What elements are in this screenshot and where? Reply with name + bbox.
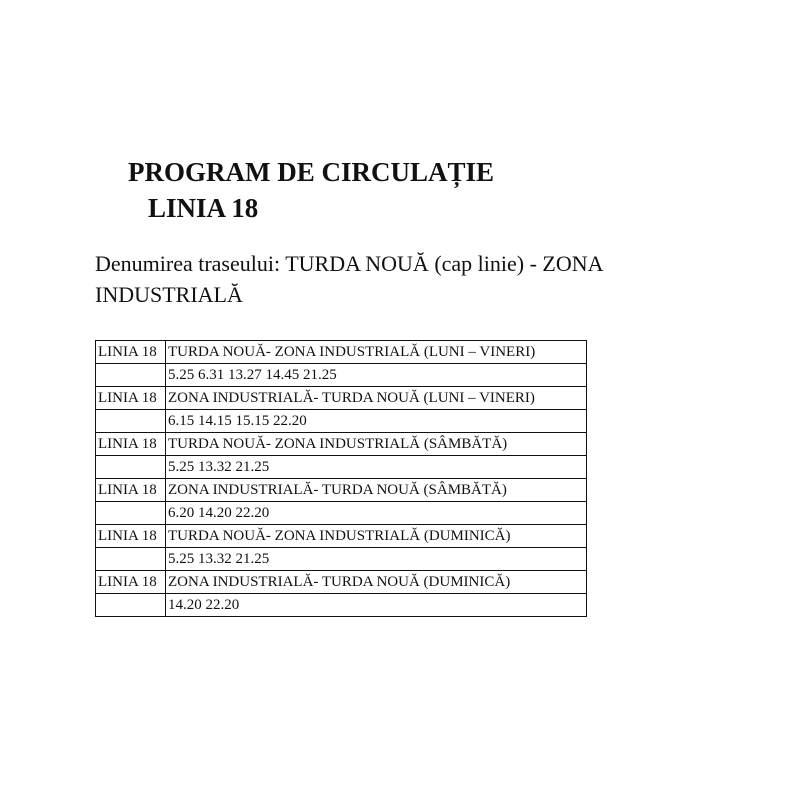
- document-title: PROGRAM DE CIRCULAȚIE: [128, 157, 495, 187]
- table-row-times: [96, 548, 587, 571]
- line-cell: LINIA 18: [96, 341, 166, 364]
- table-row-route: [96, 525, 587, 548]
- empty-cell: [96, 548, 166, 571]
- line-cell: LINIA 18: [96, 387, 166, 410]
- table-row-times: [96, 594, 587, 617]
- table-row-route: [96, 387, 587, 410]
- times-cell: 6.15 14.15 15.15 22.20: [166, 410, 587, 433]
- route-description: Denumirea traseului: TURDA NOUĂ (cap linie) - ZONA INDUSTRIALĂ: [95, 251, 603, 307]
- line-cell: LINIA 18: [96, 525, 166, 548]
- route-cell: ZONA INDUSTRIALĂ- TURDA NOUĂ (LUNI – VINERI): [166, 387, 587, 410]
- table-row-route: [96, 341, 587, 364]
- route-cell: ZONA INDUSTRIALĂ- TURDA NOUĂ (DUMINICĂ): [166, 571, 587, 594]
- table-row-times: [96, 502, 587, 525]
- line-cell: LINIA 18: [96, 479, 166, 502]
- times-cell: 5.25 6.31 13.27 14.45 21.25: [166, 364, 587, 387]
- times-cell: 5.25 13.32 21.25: [166, 456, 587, 479]
- title-block: [128, 154, 494, 226]
- line-cell: LINIA 18: [96, 571, 166, 594]
- table-row-times: [96, 456, 587, 479]
- empty-cell: [96, 502, 166, 525]
- table-row-route: [96, 433, 587, 456]
- table-row-route: [96, 571, 587, 594]
- empty-cell: [96, 594, 166, 617]
- times-cell: 6.20 14.20 22.20: [166, 502, 587, 525]
- route-cell: TURDA NOUĂ- ZONA INDUSTRIALĂ (SÂMBĂTĂ): [166, 433, 587, 456]
- schedule-table: [95, 340, 587, 617]
- table-row-times: [96, 410, 587, 433]
- table-row-route: [96, 479, 587, 502]
- route-cell: ZONA INDUSTRIALĂ- TURDA NOUĂ (SÂMBĂTĂ): [166, 479, 587, 502]
- route-cell: TURDA NOUĂ- ZONA INDUSTRIALĂ (LUNI – VINERI): [166, 341, 587, 364]
- empty-cell: [96, 364, 166, 387]
- route-cell: TURDA NOUĂ- ZONA INDUSTRIALĂ (DUMINICĂ): [166, 525, 587, 548]
- document-subtitle: LINIA 18: [148, 193, 259, 223]
- table-row-times: [96, 364, 587, 387]
- line-cell: LINIA 18: [96, 433, 166, 456]
- times-cell: 14.20 22.20: [166, 594, 587, 617]
- empty-cell: [96, 456, 166, 479]
- empty-cell: [96, 410, 166, 433]
- times-cell: 5.25 13.32 21.25: [166, 548, 587, 571]
